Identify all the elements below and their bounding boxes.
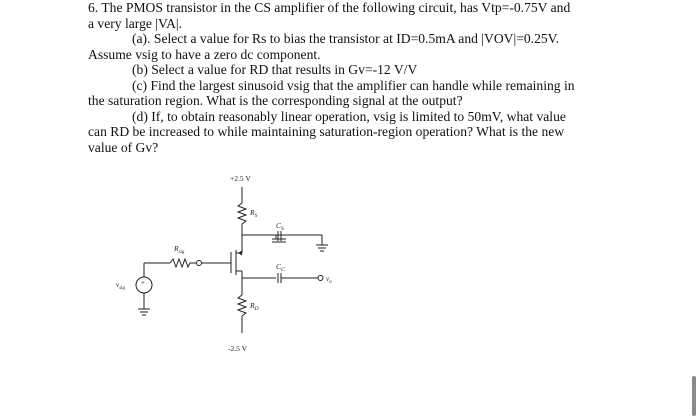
rs-label: $R_S$ (250, 208, 258, 219)
part-c-line2: the saturation region. What is the corresponding signal at the output? (88, 93, 463, 108)
cs-label: $C_S$ (276, 221, 284, 232)
vss-label: -2.5 V (228, 344, 248, 353)
part-a-line1: (a). Select a value for Rs to bias the transistor at ID=0.5mA and |VOV|=0.25V. (132, 31, 560, 46)
part-a-line2: Assume vsig to have a zero dc component. (88, 46, 321, 62)
part-d-line1: (d) If, to obtain reasonably linear operation, vsig is limited to 50mV, what value (132, 108, 566, 124)
rsig-resistor (170, 259, 196, 267)
part-d-line3: value of Gv? (88, 139, 159, 155)
vsig-label: $v_{sig}$ (116, 281, 125, 291)
problem-title-line: 6. The PMOS transistor in the CS amplifier of the following circuit, has Vtp=-0.75V and (88, 0, 571, 15)
output-terminal (318, 276, 323, 281)
vsig-plus-sign: + (141, 279, 145, 287)
gate-node-dot (197, 261, 202, 266)
rs-resistor (238, 203, 246, 224)
part-d-line2: can RD be increased to while maintaining saturation-region operation? What is the new (88, 124, 565, 139)
rd-label: $R_D$ (250, 301, 259, 312)
problem-text (88, 0, 688, 155)
part-b: (b) Select a value for RD that results in Gv=-12 V/V (132, 62, 418, 77)
vdd-label: +2.5 V (230, 174, 251, 183)
rd-resistor (238, 295, 246, 316)
scrollbar-thumb[interactable] (692, 376, 696, 416)
pmos-arrow-icon (238, 251, 242, 256)
cc-label: $C_C$ (276, 262, 285, 273)
cs-amplifier-schematic (100, 165, 350, 355)
problem-title-line2: a very large |VA|. (88, 15, 183, 31)
vo-label: $v_o$ (326, 275, 332, 285)
rsig-label: $R_{sig}$ (174, 244, 185, 255)
part-c-line1: (c) Find the largest sinusoid vsig that the amplifier can handle while remaining in (132, 77, 575, 93)
